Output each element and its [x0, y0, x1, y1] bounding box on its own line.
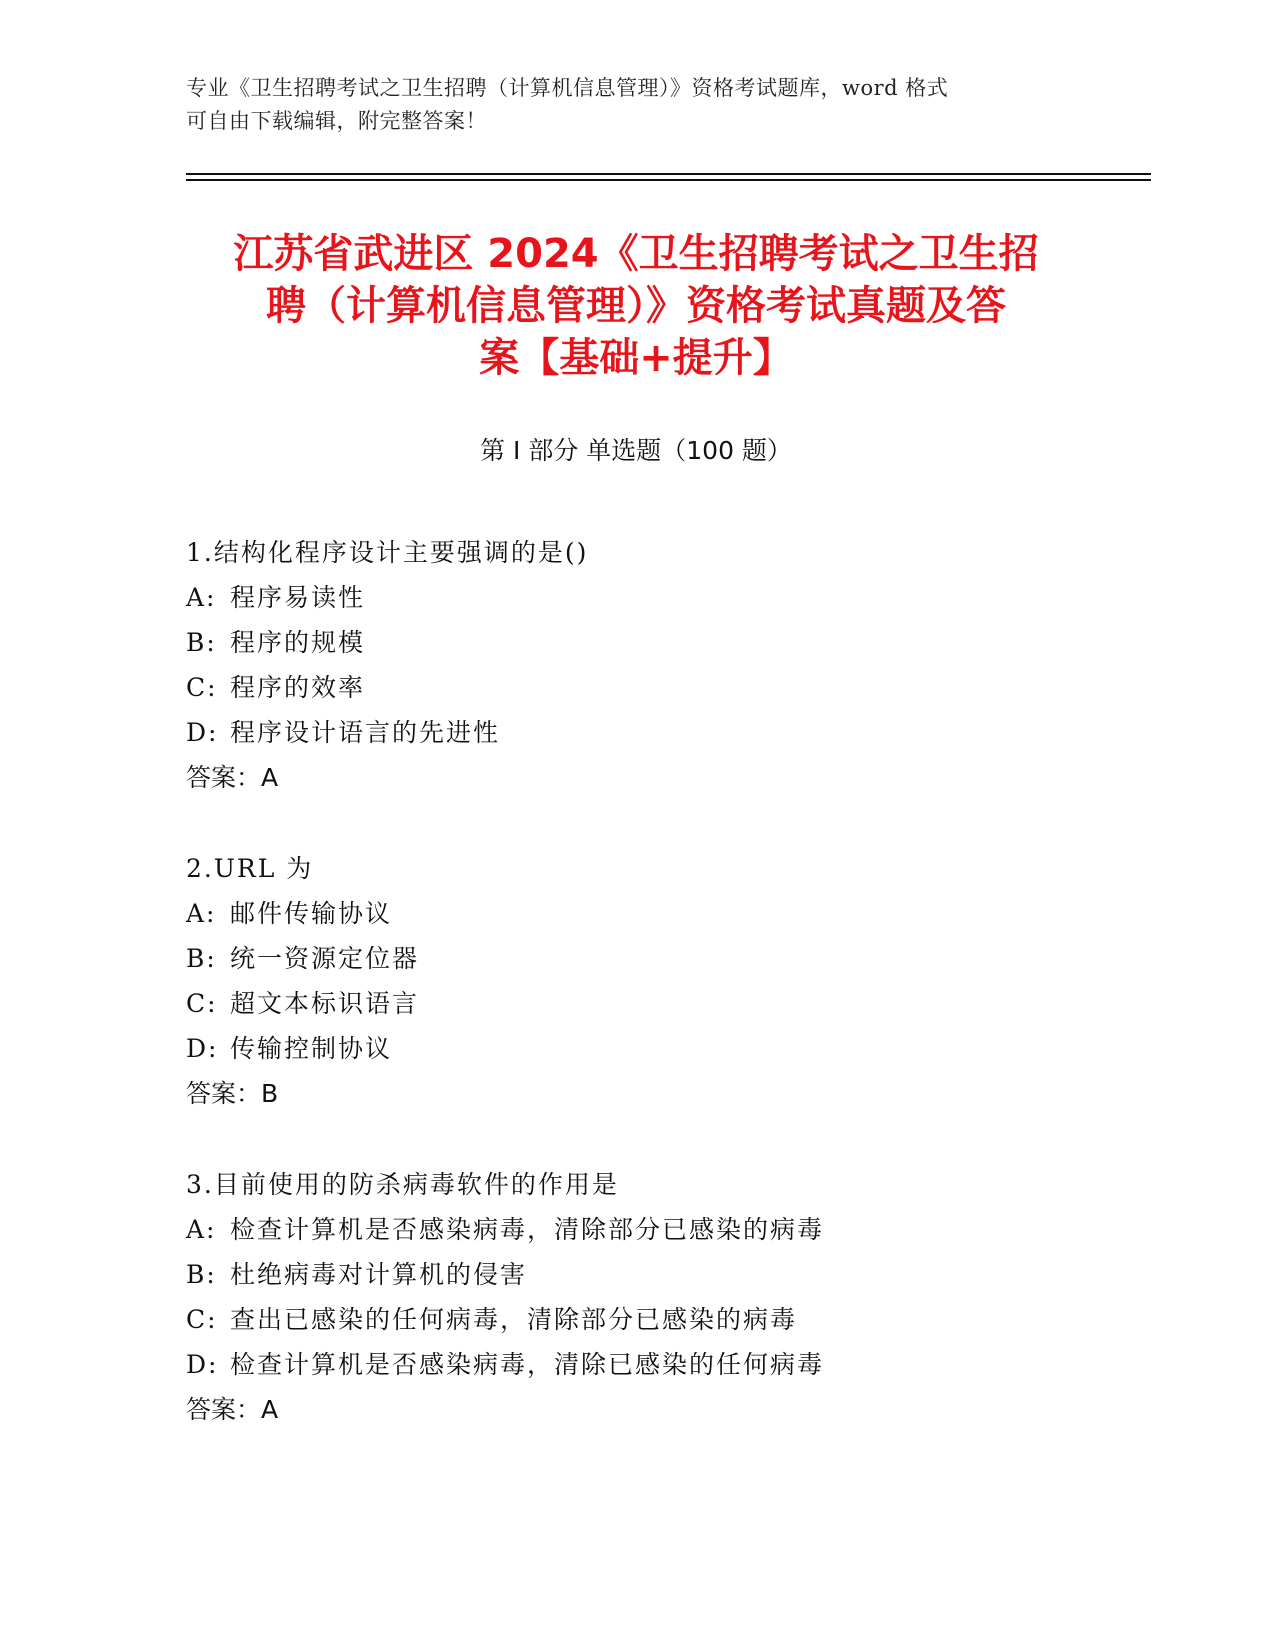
- question-2: [186, 846, 1126, 1116]
- section-title: 第 I 部分 单选题（100 题）: [480, 436, 792, 465]
- option-text: 程序的规模: [230, 628, 366, 657]
- header-note: [186, 72, 1066, 138]
- option-text: 程序设计语言的先进性: [230, 718, 501, 747]
- option-letter: C:: [186, 673, 218, 702]
- option-a: [186, 891, 1126, 936]
- question-3: [186, 1162, 1126, 1432]
- option-letter: A:: [186, 899, 217, 928]
- option-text: 邮件传输协议: [230, 899, 393, 928]
- option-a: [186, 575, 1126, 620]
- option-letter: B:: [186, 944, 217, 973]
- option-text: 程序易读性: [230, 583, 366, 612]
- question-list: [186, 530, 1126, 1478]
- option-text: 超文本标识语言: [230, 989, 420, 1018]
- answer: 答案：A: [186, 763, 279, 792]
- option-text: 检查计算机是否感染病毒，清除部分已感染的病毒: [230, 1215, 825, 1244]
- option-letter: A:: [186, 583, 217, 612]
- option-d: [186, 1342, 1126, 1387]
- question-stem: 3.目前使用的防杀病毒软件的作用是: [186, 1170, 619, 1199]
- option-c: [186, 665, 1126, 710]
- question-stem: 1.结构化程序设计主要强调的是(): [186, 538, 589, 567]
- title-line-3: 案【基础+提升】: [479, 335, 793, 381]
- answer: 答案：B: [186, 1079, 279, 1108]
- title-line-2: 聘（计算机信息管理）》资格考试真题及答: [266, 283, 1006, 329]
- question-1: [186, 530, 1126, 800]
- option-b: [186, 620, 1126, 665]
- header-rule-thick: [186, 179, 1151, 181]
- option-c: [186, 1297, 1126, 1342]
- option-b: [186, 936, 1126, 981]
- option-a: [186, 1207, 1126, 1252]
- option-letter: D:: [186, 1034, 219, 1063]
- option-text: 查出已感染的任何病毒，清除部分已感染的病毒: [230, 1305, 798, 1334]
- document-title: [186, 228, 1086, 384]
- option-letter: A:: [186, 1215, 217, 1244]
- option-letter: D:: [186, 718, 219, 747]
- option-letter: C:: [186, 989, 218, 1018]
- option-letter: C:: [186, 1305, 218, 1334]
- option-b: [186, 1252, 1126, 1297]
- header-rule-thin: [186, 173, 1151, 175]
- option-d: [186, 710, 1126, 755]
- option-d: [186, 1026, 1126, 1071]
- title-line-1: 江苏省武进区 2024《卫生招聘考试之卫生招: [233, 231, 1039, 277]
- option-letter: D:: [186, 1350, 219, 1379]
- question-stem: 2.URL 为: [186, 854, 314, 883]
- option-letter: B:: [186, 628, 217, 657]
- option-text: 杜绝病毒对计算机的侵害: [230, 1260, 528, 1289]
- option-text: 检查计算机是否感染病毒，清除已感染的任何病毒: [230, 1350, 825, 1379]
- header-note-line-2: 可自由下载编辑，附完整答案！: [186, 109, 487, 133]
- option-text: 程序的效率: [230, 673, 366, 702]
- answer: 答案：A: [186, 1395, 279, 1424]
- option-letter: B:: [186, 1260, 217, 1289]
- option-c: [186, 981, 1126, 1026]
- option-text: 统一资源定位器: [230, 944, 420, 973]
- header-note-line-1: 专业《卫生招聘考试之卫生招聘（计算机信息管理）》资格考试题库，word 格式: [186, 76, 949, 100]
- option-text: 传输控制协议: [230, 1034, 393, 1063]
